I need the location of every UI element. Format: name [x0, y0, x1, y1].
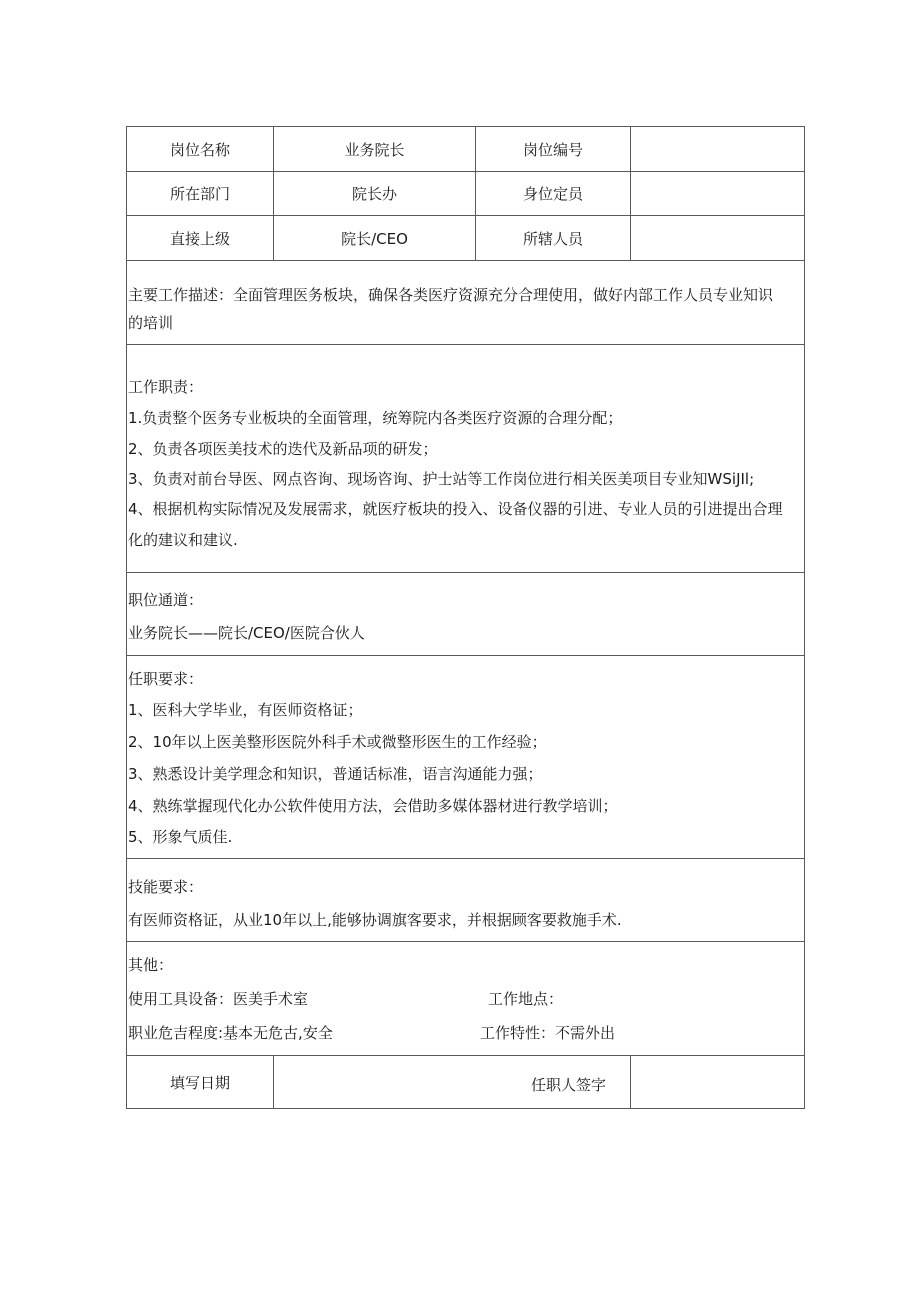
requirements-section — [126, 655, 805, 859]
requirement-item: 3、熟悉设计美学理念和知识，普通话标准，语言沟通能力强； — [128, 765, 543, 783]
description-line-2: 的培训 — [128, 314, 174, 332]
feature-text: 工作特性：不需外出 — [480, 1024, 616, 1042]
requirement-item: 4、熟练掌握现代化办公软件使用方法，会借助多媒体器材进行教学培训； — [128, 797, 618, 815]
career-path-text: 业务院长——院长/CEO/医院合伙人 — [128, 624, 365, 642]
location-text: 工作地点： — [488, 990, 564, 1008]
subordinates-value — [630, 215, 805, 261]
department-label: 所在部门 — [126, 171, 274, 216]
career-title: 职位通道： — [128, 591, 204, 609]
skills-title: 技能要求： — [128, 878, 204, 896]
position-number-label: 岗位编号 — [475, 126, 631, 172]
requirements-title: 任职要求： — [128, 670, 204, 688]
duty-item: 3、负责对前台导医、网点咨询、现场咨询、护士站等工作岗位进行相关医美项目专业知WSiJIl; — [128, 470, 755, 488]
position-name-value: 业务院长 — [273, 126, 476, 172]
headcount-label: 身位定员 — [475, 171, 631, 216]
career-path-section — [126, 572, 805, 656]
headcount-value — [630, 171, 805, 216]
others-title: 其他： — [128, 956, 174, 974]
description-line-1: 主要工作描述：全面管理医务板块，确保各类医疗资源充分合理使用，做好内部工作人员专业知识 — [128, 286, 774, 304]
department-value: 院长办 — [273, 171, 476, 216]
job-description-section — [126, 260, 805, 345]
skills-text: 有医师资格证，从业10年以上,能够协调旗客要求，并根据顾客要救施手术. — [128, 911, 622, 929]
requirement-item: 1、医科大学毕业，有医师资格证； — [128, 701, 363, 719]
duty-item: 化的建议和建议. — [128, 531, 238, 549]
others-section — [126, 941, 805, 1056]
superior-value: 院长/CEO — [273, 215, 476, 261]
subordinates-label: 所辖人员 — [475, 215, 631, 261]
signature-value — [630, 1055, 805, 1109]
signature-label: 任职人签字 — [531, 1076, 607, 1094]
tools-text: 使用工具设备：医美手术室 — [128, 990, 309, 1008]
skills-section — [126, 858, 805, 942]
position-name-label: 岗位名称 — [126, 126, 274, 172]
hazard-text: 职业危吉程度:基本无危古,安全 — [128, 1024, 333, 1042]
duties-section — [126, 344, 805, 573]
superior-label: 直接上级 — [126, 215, 274, 261]
position-number-value — [630, 126, 805, 172]
fill-date-label: 填写日期 — [126, 1055, 274, 1109]
duties-title: 工作职责： — [128, 378, 204, 396]
duty-item: 1.负责整个医务专业板块的全面管理，统筹院内各类医疗资源的合理分配； — [128, 409, 623, 427]
requirement-item: 2、10年以上医美整形医院外科手术或微整形医生的工作经验； — [128, 733, 547, 751]
requirement-item: 5、形象气质佳. — [128, 828, 233, 846]
duty-item: 4、根据机构实际情况及发展需求，就医疗板块的投入、设备仪器的引进、专业人员的引进提出合理 — [128, 500, 783, 518]
duty-item: 2、负责各项医美技术的迭代及新品项的研发； — [128, 440, 438, 458]
